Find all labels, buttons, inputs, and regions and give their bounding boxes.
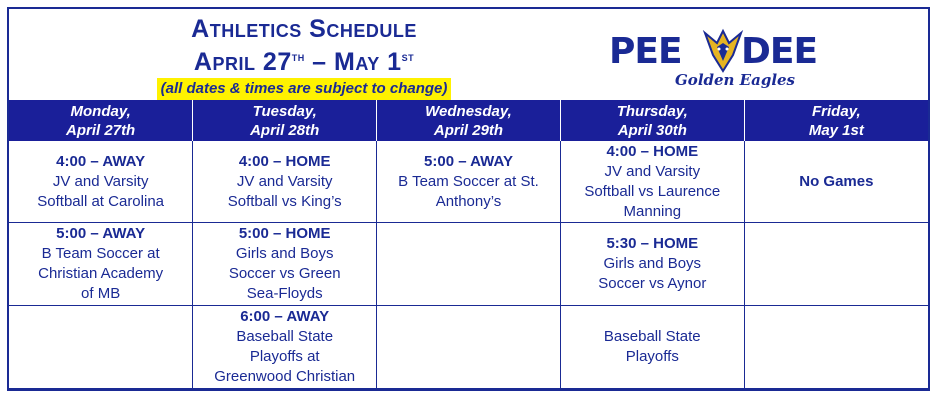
schedule-header xyxy=(9,9,928,100)
event-line: Anthony’s xyxy=(435,192,502,210)
event-time: 4:00 – AWAY xyxy=(56,152,146,170)
event-line: Baseball State xyxy=(603,328,701,345)
event-line: Girls and Boys xyxy=(235,245,334,262)
event-line: JV and Varsity xyxy=(604,162,701,180)
no-games-note: No Games xyxy=(799,172,874,190)
event-line: Playoffs xyxy=(625,348,679,365)
event-time: 5:00 – AWAY xyxy=(424,152,513,170)
empty-cell xyxy=(9,306,193,389)
schedule-table xyxy=(9,100,928,389)
event-cell xyxy=(193,306,377,389)
event-line: Softball vs King’s xyxy=(227,192,342,210)
date-end-suffix: st xyxy=(401,49,415,64)
date-start-suffix: th xyxy=(291,49,305,64)
event-cell xyxy=(193,141,377,223)
day-header-friday xyxy=(744,100,928,141)
event-line: Playoffs at xyxy=(249,348,320,365)
day-name: Monday, xyxy=(70,102,131,120)
event-line: Greenwood Christian xyxy=(214,368,356,385)
day-name: Friday, xyxy=(812,102,861,120)
title-block xyxy=(109,15,499,100)
day-name: Wednesday, xyxy=(425,102,512,120)
event-time: 5:00 – HOME xyxy=(238,225,331,242)
empty-cell xyxy=(377,223,561,306)
event-time: 5:00 – AWAY xyxy=(56,225,146,242)
event-time: 6:00 – AWAY xyxy=(240,308,330,325)
day-date: April 28th xyxy=(250,121,320,139)
event-line: Softball vs Laurence xyxy=(584,182,721,200)
day-header-thursday xyxy=(560,100,744,141)
empty-cell xyxy=(377,306,561,389)
disclaimer-note: (all dates & times are subject to change) xyxy=(157,78,452,100)
event-line: Girls and Boys xyxy=(603,255,702,272)
event-cell xyxy=(193,223,377,306)
event-line: of MB xyxy=(81,285,121,302)
event-line: Softball at Carolina xyxy=(37,192,165,210)
event-line: Baseball State xyxy=(236,328,334,345)
date-start: April 27 xyxy=(193,48,292,76)
empty-cell xyxy=(744,306,928,389)
logo-word-dee: DEE xyxy=(741,31,818,72)
event-line: Soccer vs Aynor xyxy=(598,275,707,292)
logo-word-pee: PEE xyxy=(609,31,682,72)
event-line: B Team Soccer at St. xyxy=(398,172,539,190)
event-cell xyxy=(9,223,193,306)
day-name: Thursday, xyxy=(616,102,688,120)
day-date: April 29th xyxy=(433,121,504,139)
event-cell xyxy=(560,306,744,389)
event-line: Sea-Floyds xyxy=(246,285,323,302)
day-name: Tuesday, xyxy=(252,102,317,120)
event-cell xyxy=(377,141,561,223)
day-date: April 27th xyxy=(66,121,136,139)
logo-subtitle: Golden Eagles xyxy=(675,71,795,89)
event-line: B Team Soccer at xyxy=(41,245,160,262)
event-cell xyxy=(560,223,744,306)
eagle-head-icon xyxy=(701,27,745,75)
day-date: April 30th xyxy=(617,121,687,139)
event-time: 4:00 – HOME xyxy=(606,142,699,160)
schedule-row xyxy=(9,223,928,306)
date-end: – May 1 xyxy=(304,48,402,76)
day-header-tuesday xyxy=(193,100,377,141)
day-header-wednesday xyxy=(377,100,561,141)
event-time: 5:30 – HOME xyxy=(606,235,699,252)
day-date: May 1st xyxy=(808,121,864,139)
event-line: JV and Varsity xyxy=(52,172,149,190)
schedule-frame xyxy=(7,7,930,391)
schedule-row xyxy=(9,306,928,389)
day-header-monday xyxy=(9,100,193,141)
day-header-row xyxy=(9,100,928,141)
event-cell xyxy=(744,141,928,223)
pee-dee-logo xyxy=(601,27,821,97)
schedule-row xyxy=(9,141,928,223)
schedule-date-range xyxy=(109,43,499,76)
event-line: Soccer vs Green xyxy=(228,265,341,282)
event-time: 4:00 – HOME xyxy=(238,152,331,170)
schedule-title: Athletics Schedule xyxy=(191,15,417,43)
event-cell xyxy=(9,141,193,223)
empty-cell xyxy=(744,223,928,306)
event-cell xyxy=(560,141,744,223)
event-line: Christian Academy xyxy=(38,265,164,282)
event-line: Manning xyxy=(623,202,682,220)
event-line: JV and Varsity xyxy=(236,172,333,190)
